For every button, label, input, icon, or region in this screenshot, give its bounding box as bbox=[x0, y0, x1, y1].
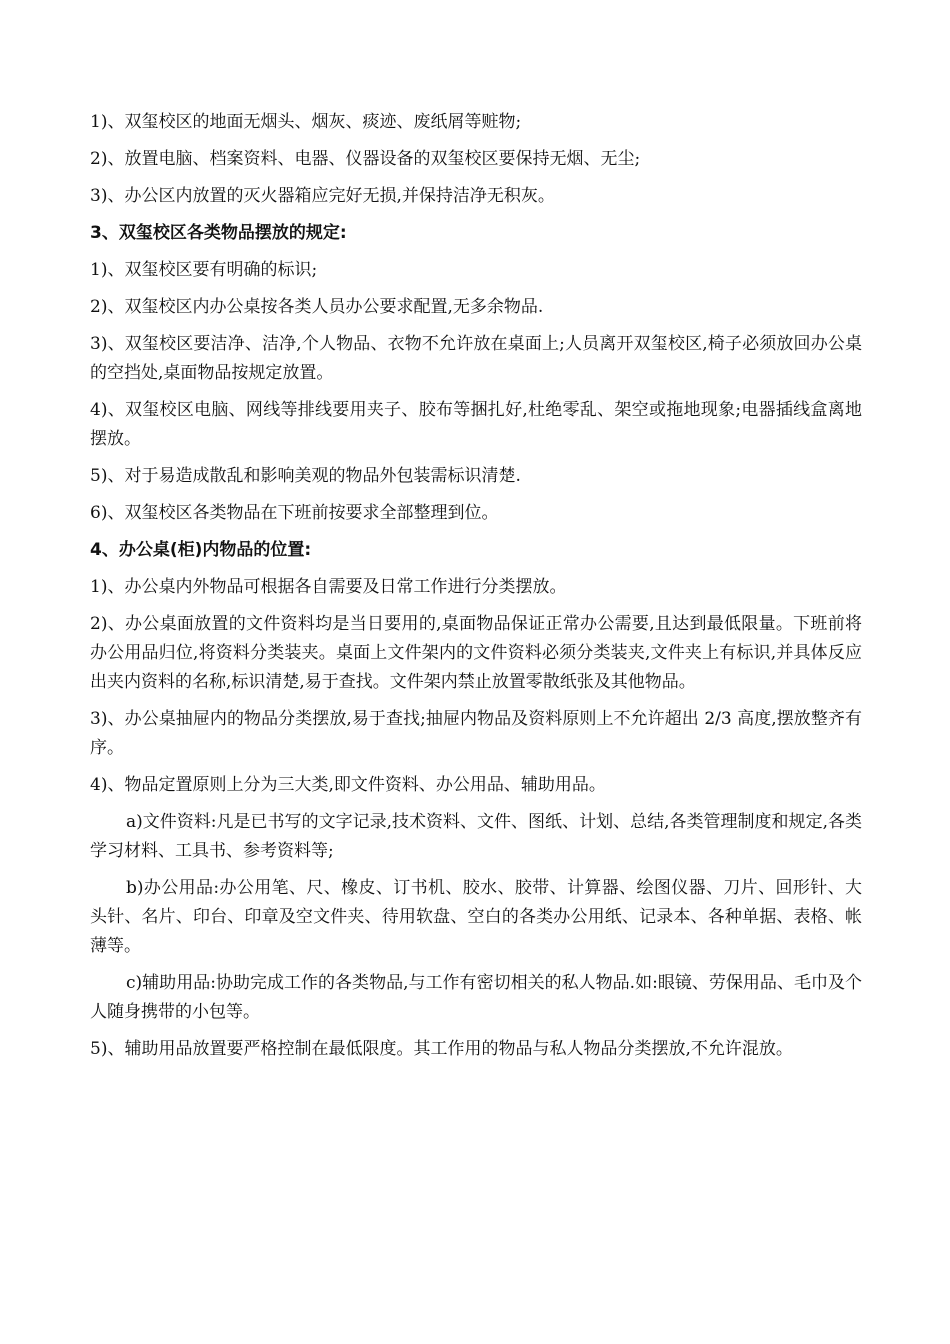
paragraph-6: 3)、双玺校区要洁净、洁净,个人物品、衣物不允许放在桌面上;人员离开双玺校区,椅子必须放回办公桌的空挡处,桌面物品按规定放置。 bbox=[90, 334, 862, 383]
paragraph-10: 1)、办公桌内外物品可根据各自需要及日常工作进行分类摆放。 bbox=[90, 577, 567, 597]
paragraph-14: a)文件资料:凡是已书写的文字记录,技术资料、文件、图纸、计划、总结,各类管理制度和规定,各类学习材料、工具书、参考资料等; bbox=[90, 812, 862, 861]
paragraph-5: 2)、双玺校区内办公桌按各类人员办公要求配置,无多余物品. bbox=[90, 297, 544, 317]
paragraph-2: 2)、放置电脑、档案资料、电器、仪器设备的双玺校区要保持无烟、无尘; bbox=[90, 149, 641, 169]
paragraph-1: 1)、双玺校区的地面无烟头、烟灰、痰迹、废纸屑等赃物; bbox=[90, 112, 522, 132]
paragraph-12: 3)、办公桌抽屉内的物品分类摆放,易于查找;抽屉内物品及资料原则上不允许超出 2/3 高度,摆放整齐有序。 bbox=[90, 709, 862, 758]
paragraph-7: 4)、双玺校区电脑、网线等排线要用夹子、胶布等捆扎好,杜绝零乱、架空或拖地现象;电器插线盒离地摆放。 bbox=[90, 400, 862, 449]
paragraph-16: c)辅助用品:协助完成工作的各类物品,与工作有密切相关的私人物品.如:眼镜、劳保用品、毛巾及个人随身携带的小包等。 bbox=[90, 973, 862, 1022]
paragraph-8: 5)、对于易造成散乱和影响美观的物品外包装需标识清楚. bbox=[90, 466, 521, 486]
paragraph-15: b)办公用品:办公用笔、尺、橡皮、订书机、胶水、胶带、计算器、绘图仪器、刀片、回形针、大头针、名片、印台、印章及空文件夹、待用软盘、空白的各类办公用纸、记录本、各种单据、表格、帐薄等。 bbox=[90, 878, 862, 956]
section-heading-3: 3、双玺校区各类物品摆放的规定: bbox=[90, 223, 347, 243]
paragraph-4: 1)、双玺校区要有明确的标识; bbox=[90, 260, 318, 280]
paragraph-13: 4)、物品定置原则上分为三大类,即文件资料、办公用品、辅助用品。 bbox=[90, 775, 606, 795]
paragraph-17: 5)、辅助用品放置要严格控制在最低限度。其工作用的物品与私人物品分类摆放,不允许混放。 bbox=[90, 1039, 793, 1059]
paragraph-9: 6)、双玺校区各类物品在下班前按要求全部整理到位。 bbox=[90, 503, 499, 523]
document-page bbox=[90, 108, 862, 1064]
section-heading-4: 4、办公桌(柜)内物品的位置: bbox=[90, 540, 312, 560]
paragraph-3: 3)、办公区内放置的灭火器箱应完好无损,并保持洁净无积灰。 bbox=[90, 186, 555, 206]
paragraph-11: 2)、办公桌面放置的文件资料均是当日要用的,桌面物品保证正常办公需要,且达到最低限量。下班前将办公用品归位,将资料分类装夹。桌面上文件架内的文件资料必须分类装夹,文件夹上有标识,并具体反应出夹内资料的名称,标识清楚,易于查找。文件架内禁止放置零散纸张及其他物品。 bbox=[90, 614, 862, 692]
